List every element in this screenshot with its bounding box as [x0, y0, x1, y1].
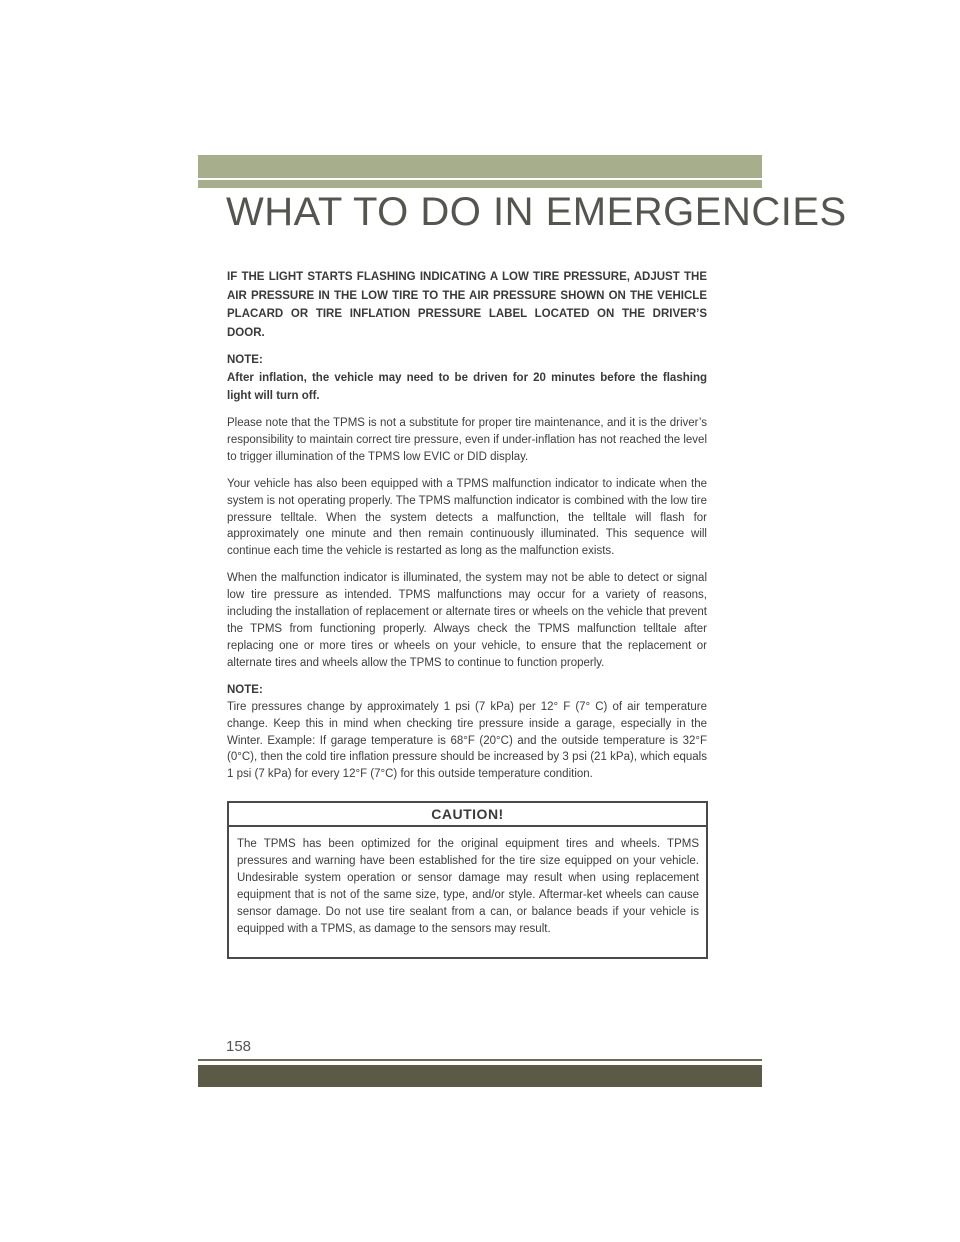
footer-band	[198, 1065, 762, 1087]
paragraph-malfunction-causes: When the malfunction indicator is illuminated, the system may not be able to detect or signal low tire pressure as intended. TPMS malfunctions may occur for a variety of reasons, including the installation of replacement or alternate tires or wheels on the vehicle that prevent the TPMS from functioning properly. Always check the TPMS malfunction telltale after replacing one or more tires or wheels on your vehicle, to ensure that the replacement or alternate tires and wheels allow the TPMS to continue to function properly.	[227, 572, 707, 669]
header-band	[198, 155, 762, 178]
caution-text: The TPMS has been optimized for the original equipment tires and wheels. TPMS pressures and warning have been established for the tire size equipped on your vehicle. Undesirable system operation or sensor damage may result when using replacement equipment that is not of the same size, type, and/or style. Aftermar-ket wheels can cause sensor damage. Do not use tire sealant from a can, or balance beads if your vehicle is equipped with a TPMS, as damage to the sensors may result.	[237, 838, 699, 935]
paragraph-malfunction-indicator: Your vehicle has also been equipped with a TPMS malfunction indicator to indicate when the system is not operating properly. The TPMS malfunction indicator is combined with the low tire pressure telltale. When the system detects a malfunction, the telltale will flash for approximately one minute and then remain continuously illuminated. This sequence will continue each time the vehicle is restarted as long as the malfunction exists.	[227, 477, 707, 558]
caution-box	[227, 801, 708, 959]
note-label: NOTE:	[227, 683, 263, 696]
footer-rule	[198, 1059, 762, 1061]
note-temperature-text: Tire pressures change by approximately 1 psi (7 kPa) per 12° F (7° C) of air temperature change. Keep this in mind when checking tire pressure inside a garage, especially in the Winter. Example: If garage temperature is 68°F (20°C) and the outside temperature is 32°F (0°C), then the cold tire inflation pressure should be increased by 3 psi (21 kPa), which equals 1 psi (7 kPa) for every 12°F (7°C) for this outside temperature condition.	[227, 700, 707, 781]
header-rule	[198, 180, 762, 188]
caution-title: CAUTION!	[229, 803, 706, 827]
paragraph-tpms-maintenance: Please note that the TPMS is not a substitute for proper tire maintenance, and it is the driver’s responsibility to maintain correct tire pressure, even if under-inflation has not reached the level to trigger illumination of the TPMS low EVIC or DID display.	[227, 417, 707, 463]
lead-instruction: IF THE LIGHT STARTS FLASHING INDICATING A LOW TIRE PRESSURE, ADJUST THE AIR PRESSURE IN THE LOW TIRE TO THE AIR PRESSURE SHOWN ON THE VEHICLE PLACARD OR TIRE INFLATION PRESSURE LABEL LOCATED ON THE DRIVER’S DOOR.	[227, 271, 707, 339]
page-number: 158	[226, 1038, 252, 1055]
section-title: WHAT TO DO IN EMERGENCIES	[226, 190, 847, 234]
note-label: NOTE:	[227, 354, 263, 366]
note-text: After inflation, the vehicle may need to be driven for 20 minutes before the flashing light will turn off.	[227, 372, 707, 402]
main-content	[227, 268, 707, 793]
